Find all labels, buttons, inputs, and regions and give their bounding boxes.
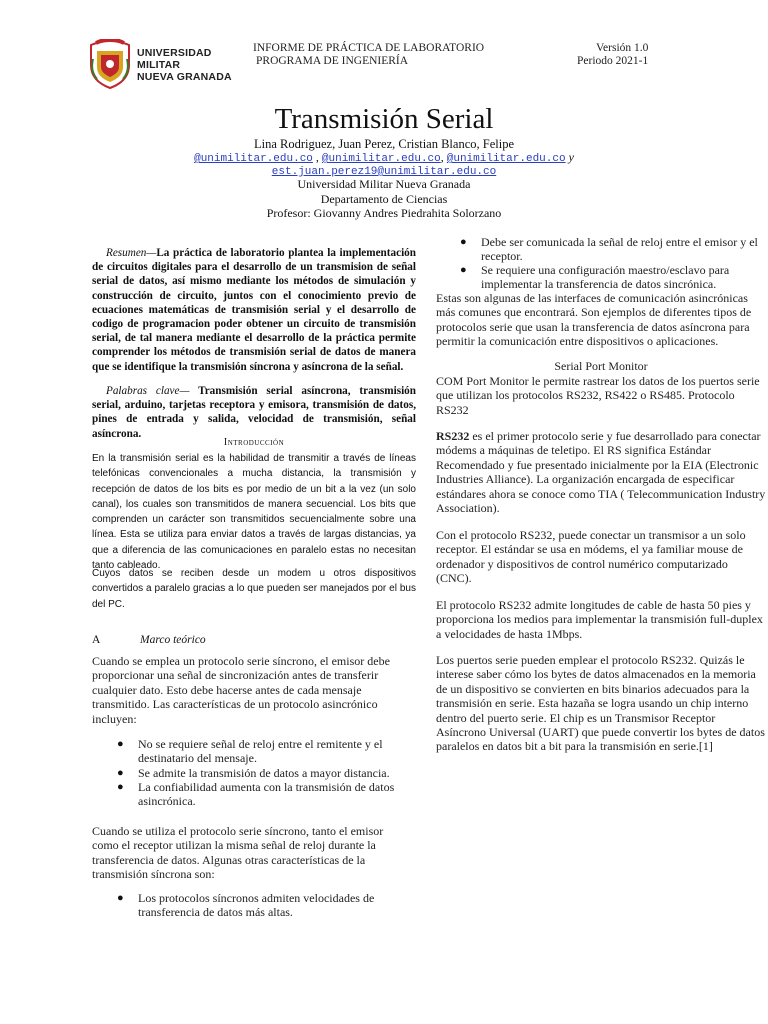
rs232-receiver-paragraph: Con el protocolo RS232, puede conectar un transmisor a un solo receptor. El estándar se usa en módems, el ya familiar mouse de ordenador y dispositivos de control numérico computarizado (CNC). xyxy=(436,528,746,586)
bullet-icon: ● xyxy=(117,767,124,779)
page-title: Transmisión Serial xyxy=(274,103,494,135)
bullet-item: La confiabilidad aumenta con la transmisión de datos asincrónica. xyxy=(138,780,395,809)
email-separator-1: , xyxy=(312,150,322,164)
bullet-item: Se admite la transmisión de datos a mayor distancia. xyxy=(138,766,390,780)
logo-line-2: NUEVA GRANADA xyxy=(137,71,232,83)
bullet-icon: ● xyxy=(117,892,124,904)
email-separator-2: , xyxy=(440,150,447,164)
keywords-paragraph xyxy=(92,384,416,441)
bullet-item: Se requiere una configuración maestro/esclavo para implementar la transferencia de datos sincrónica. xyxy=(481,263,730,292)
keywords-label: Palabras clave— xyxy=(106,385,190,397)
interfaces-paragraph: Estas son algunas de las interfaces de comunicación asincrónicas más comunes que encontrará. Son ejemplos de diferentes tipos de protocolos serie que usan la transferencia de datos asíncrona para permitir la comunicación entre dispositivos o aplicaciones. xyxy=(436,291,752,349)
email-and: y xyxy=(565,150,574,164)
report-title: INFORME DE PRÁCTICA DE LABORATORIO xyxy=(253,42,485,54)
period-label: Periodo 2021-1 xyxy=(577,55,649,67)
shield-icon xyxy=(87,39,133,89)
bullet-item: Debe ser comunicada la señal de reloj entre el emisor y el receptor. xyxy=(481,235,758,264)
rs232-paragraph xyxy=(436,429,766,515)
bullet-icon: ● xyxy=(460,264,467,276)
email-link-4[interactable]: est.juan.perez19@unimilitar.edu.co xyxy=(271,166,497,178)
marco-paragraph-1: Cuando se emplea un protocolo serie síncrono, el emisor debe proporcionar una señal de sincronización antes de transferir cualquier dato. Esto debe hacerse antes de cada mensaje transmitido. Las características de un protocolo asincrónico incluyen: xyxy=(92,654,390,726)
bullet-icon: ● xyxy=(117,781,124,793)
rs232-term: RS232 xyxy=(436,429,470,443)
bullet-item: No se requiere señal de reloj entre el remitente y el destinatario del mensaje. xyxy=(138,737,383,766)
marco-paragraph-2: Cuando se utiliza el protocolo serie síncrono, tanto el emisor como el receptor utilizan la misma señal de reloj durante la transferencia de datos. Algunas otras características de la transmisión síncrona son: xyxy=(92,824,384,882)
serial-ports-paragraph: Los puertos serie pueden emplear el protocolo RS232. Quizás le interese saber cómo los bytes de datos almacenados en la memoria de un dispositivo se convierten en bits binarios adecuados para la transmisión en serie. Esta hazaña se logra usando un chip interno dentro del puerto serie. El chip es un Transmisor Receptor Asíncrono Universal (UART) que puede convertir los bytes de datos paralelos en datos bit a bit para la transmisión en serie.[1] xyxy=(436,653,765,754)
bullet-icon: ● xyxy=(460,236,467,248)
section-letter: A xyxy=(92,634,101,646)
university-logo xyxy=(87,39,232,89)
keywords-text: Transmisión serial asíncrona, transmisión serial, arduino, tarjetas receptora y emisora, transmisión de datos, pines de entrada y salida, velocidad de transmisión, señal asíncrona. xyxy=(92,385,416,440)
logo-wordmark xyxy=(137,47,232,83)
email-link-1[interactable]: @unimilitar.edu.co xyxy=(194,153,313,165)
authors: Lina Rodriguez, Juan Perez, Cristian Blanco, Felipe xyxy=(253,137,514,151)
abstract-text: La práctica de laboratorio plantea la implementación de circuitos digitales para el desarrollo de un transmision de señal serial de datos, así mismo mediante los métodos de simulación y construcción de circuito, juntos con el conocimiento previo de ecuaciones matemáticas de transmisión serial y el desarrollo de codigo de programacion poder obtener un circuito de transmisión serial, de tal manera mediante el desarrollo de la práctica permite comprender los métodos de transmisión serial de datos de manera que se identifique la transmisión síncrona y asíncrona de la señal. xyxy=(92,247,416,373)
email-link-2[interactable]: @unimilitar.edu.co xyxy=(321,153,441,165)
intro-paragraph-1: En la transmisión serial es la habilidad de transmitir a través de líneas telefónicas convencionales a mucha distancia, la transmisión y recepción de datos de los bits es por medio de un bit a la vez (un solo canal), los cuales son transmitidos de manera secuencial. Los bits que comprenden un carácter son transmitidos secuencialmente sobre una línea. Esta se utiliza para enviar datos a través de largas distancias, ya que a diferencia de las comunicaciones en paralelo estas no necesitan tanto cableado. xyxy=(92,453,416,572)
abstract-paragraph xyxy=(92,246,416,374)
intro-paragraph-2: Cuyos datos se reciben desde un modem u otros dispositivos convertidos a paralelo gracias a lo que pueden ser manejados por el bus del PC. xyxy=(92,568,416,610)
intro-heading: Introducción xyxy=(223,437,285,448)
abstract-label: Resumen— xyxy=(106,247,157,259)
bullet-item: Los protocolos síncronos admiten velocidades de transferencia de datos más altas. xyxy=(138,891,375,920)
rs232-cable-paragraph: El protocolo RS232 admite longitudes de cable de hasta 50 pies y proporciona los medios para implementar la transmisión full-duplex a velocidades de hasta 1Mbps. xyxy=(436,598,763,641)
serial-port-monitor-heading: Serial Port Monitor xyxy=(554,359,648,373)
university-name: Universidad Militar Nueva Granada xyxy=(297,177,471,191)
email-link-3[interactable]: @unimilitar.edu.co xyxy=(446,153,566,165)
rs232-text: es el primer protocolo serie y fue desarrollado para conectar módems a máquinas de teletipo. El RS significa Estándar Recomendado y fue presentado inicialmente por la EIA (Electronic Industries Alliance). La organización encargada de especificar estándares ahora se conoce como TIA ( Telecommunication Industry Association). xyxy=(436,429,766,516)
department-name: Departamento de Ciencias xyxy=(320,192,448,206)
professor-name: Profesor: Giovanny Andres Piedrahita Solorzano xyxy=(266,206,502,220)
program-name: PROGRAMA DE INGENIERÍA xyxy=(256,55,409,67)
version-label: Versión 1.0 xyxy=(596,42,649,54)
bullet-icon: ● xyxy=(117,738,124,750)
com-port-paragraph: COM Port Monitor le permite rastrear los datos de los puertos serie que utilizan los protocolos RS232, RS422 o RS485. Protocolo RS232 xyxy=(436,374,760,417)
section-heading: Marco teórico xyxy=(140,634,206,646)
logo-line-1: UNIVERSIDAD MILITAR xyxy=(137,47,212,71)
